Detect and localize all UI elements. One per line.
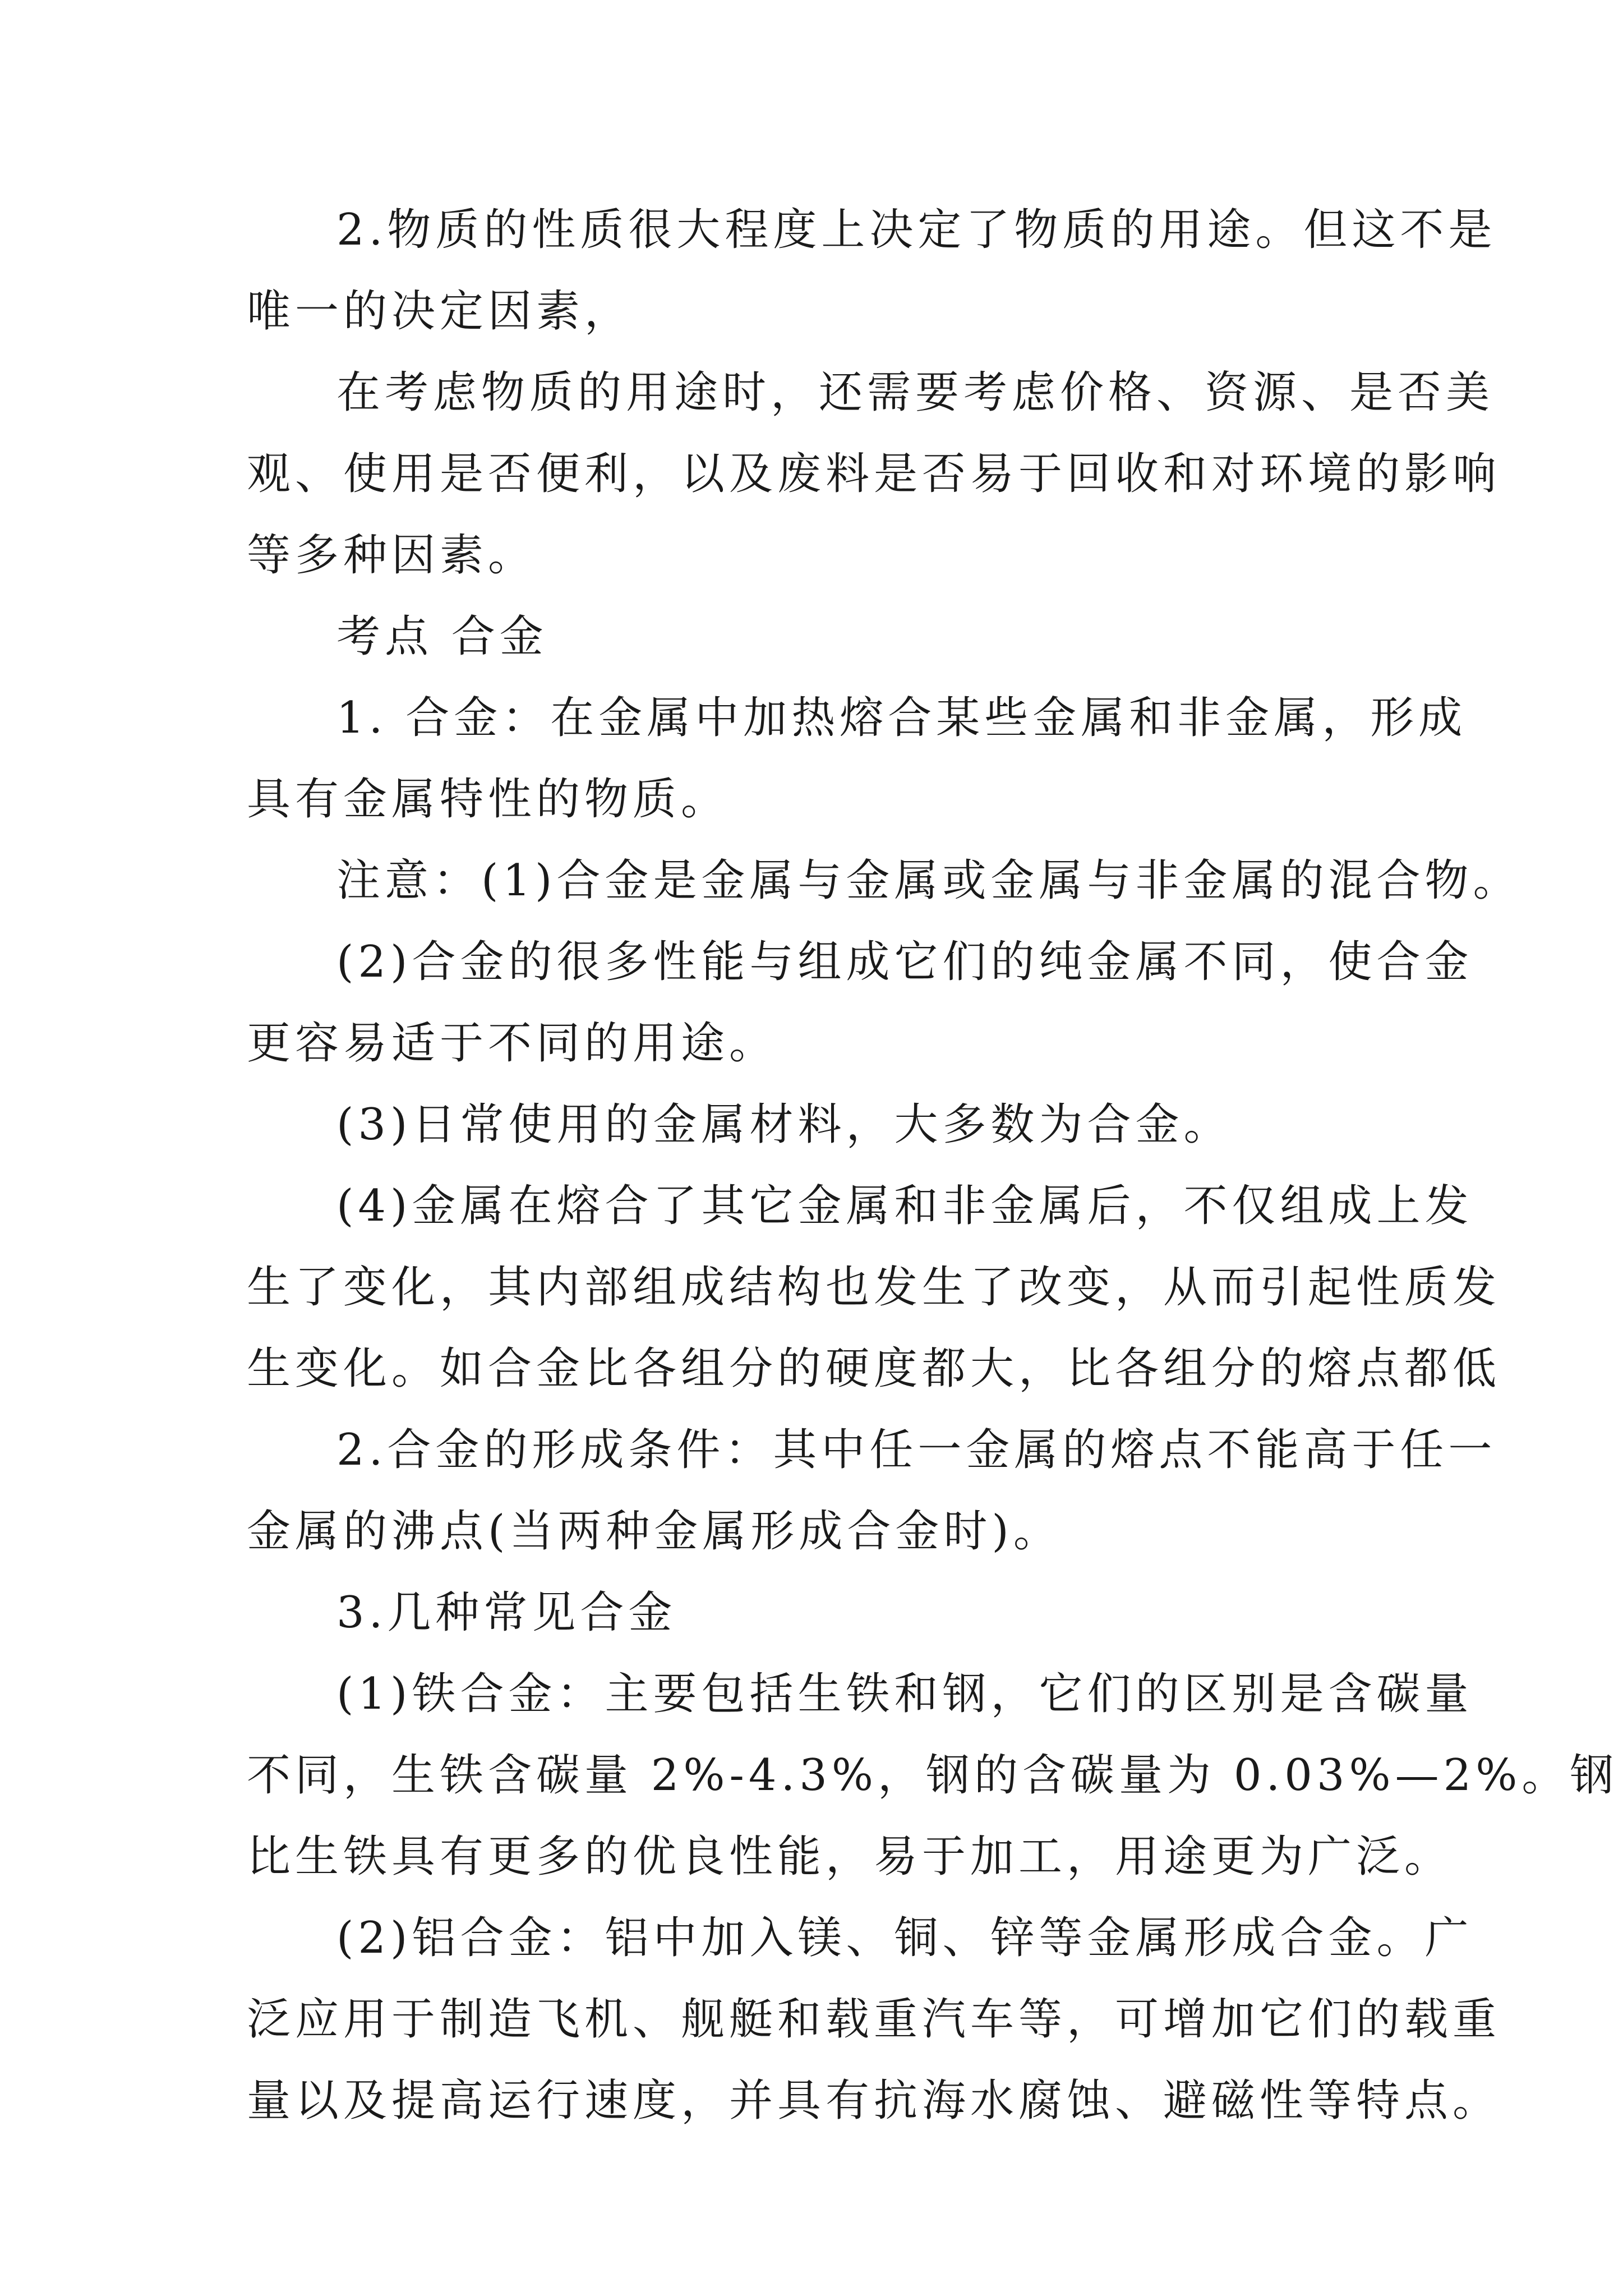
paragraph-line: 量以及提高运行速度，并具有抗海水腐蚀、避磁性等特点。 <box>247 2076 1501 2126</box>
paragraph-line: 更容易适于不同的用途。 <box>247 1018 778 1069</box>
paragraph-line: 比生铁具有更多的优良性能，易于加工，用途更为广泛。 <box>247 1832 1453 1882</box>
paragraph-line: (4)金属在熔合了其它金属和非金属后，不仅组成上发 <box>336 1181 1473 1231</box>
paragraph-line: 不同，生铁含碳量 2%-4.3%，钢的含碳量为 0.03%—2%。钢 <box>247 1750 1619 1801</box>
paragraph-line: (2)合金的很多性能与组成它们的纯金属不同，使合金 <box>336 937 1473 987</box>
paragraph-line: 1. 合金：在金属中加热熔合某些金属和非金属，形成 <box>336 693 1467 743</box>
paragraph-line: 2.物质的性质很大程度上决定了物质的用途。但这不是 <box>336 205 1497 255</box>
paragraph-line: (2)铝合金：铝中加入镁、铜、锌等金属形成合金。广 <box>336 1913 1473 1963</box>
paragraph-line: 观、使用是否便利，以及废料是否易于回收和对环境的影响 <box>247 449 1501 499</box>
paragraph-line: (3)日常使用的金属材料，大多数为合金。 <box>336 1099 1232 1150</box>
paragraph-line: 生了变化，其内部组成结构也发生了改变，从而引起性质发 <box>247 1262 1501 1313</box>
paragraph-line: 等多种因素。 <box>247 530 537 581</box>
paragraph-line: 生变化。如合金比各组分的硬度都大，比各组分的熔点都低 <box>247 1343 1501 1394</box>
section-heading: 考点 合金 <box>336 611 548 662</box>
paragraph-line: (1)铁合金：主要包括生铁和钢，它们的区别是含碳量 <box>336 1669 1473 1719</box>
paragraph-line: 唯一的决定因素， <box>247 286 633 337</box>
section-heading: 3.几种常见合金 <box>336 1588 677 1638</box>
paragraph-line: 在考虑物质的用途时，还需要考虑价格、资源、是否美 <box>336 367 1495 418</box>
paragraph-line: 2.合金的形成条件：其中任一金属的熔点不能高于任一 <box>336 1425 1497 1475</box>
paragraph-line: 注意：(1)合金是金属与金属或金属与非金属的混合物。 <box>336 855 1521 906</box>
paragraph-line: 具有金属特性的物质。 <box>247 774 730 825</box>
paragraph-line: 泛应用于制造飞机、舰艇和载重汽车等，可增加它们的载重 <box>247 1994 1501 2045</box>
paragraph-line: 金属的沸点(当两种金属形成合金时)。 <box>247 1506 1062 1557</box>
